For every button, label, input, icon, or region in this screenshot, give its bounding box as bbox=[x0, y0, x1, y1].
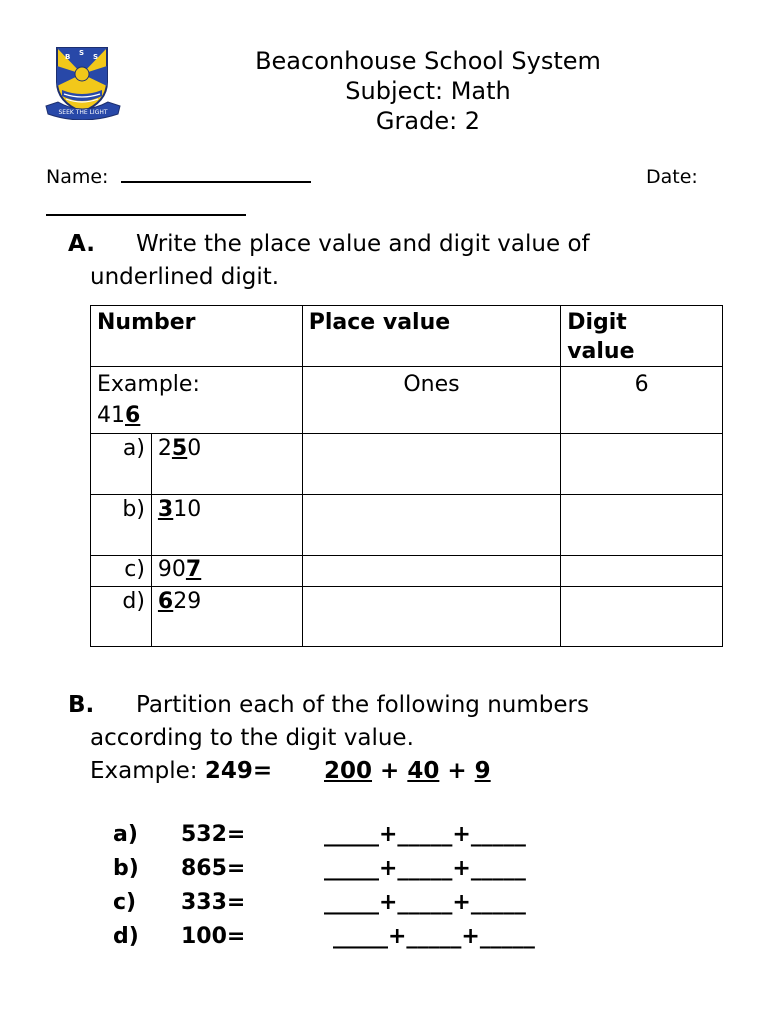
list-item bbox=[113, 920, 613, 954]
table-row bbox=[91, 587, 723, 647]
header-place-value: Place value bbox=[308, 310, 451, 335]
section-b-instruction: B. Partition each of the following numbers according to the digit value. bbox=[68, 689, 728, 755]
section-b-letter: B. bbox=[68, 692, 95, 718]
answer-blank[interactable]: _____+_____+_____ bbox=[333, 924, 535, 949]
item-label: a) bbox=[113, 822, 138, 847]
place-value-answer-cell[interactable] bbox=[302, 434, 560, 495]
partition-example bbox=[90, 756, 272, 786]
date-blank[interactable] bbox=[46, 214, 246, 216]
table-row bbox=[91, 495, 723, 556]
date-label: Date: bbox=[646, 166, 698, 188]
item-label: d) bbox=[113, 924, 139, 949]
table-row bbox=[91, 434, 723, 495]
grade-line: Grade: 2 bbox=[375, 107, 481, 135]
table-row bbox=[91, 556, 723, 587]
item-number: 532= bbox=[181, 822, 246, 847]
digit-value-answer-cell[interactable] bbox=[561, 556, 723, 587]
example-digit-value: 6 bbox=[634, 372, 649, 397]
example-label: Example: bbox=[97, 372, 200, 397]
logo-letter: B bbox=[65, 53, 71, 61]
item-label: c) bbox=[113, 890, 137, 915]
row-number: 629 bbox=[157, 589, 202, 614]
name-label: Name: bbox=[46, 166, 109, 188]
subject-line: Subject: Math bbox=[345, 77, 511, 105]
place-value-table bbox=[90, 305, 723, 647]
item-number: 865= bbox=[181, 856, 246, 881]
partition-list bbox=[113, 818, 613, 954]
school-crest-logo bbox=[44, 44, 122, 120]
row-number: 907 bbox=[157, 557, 202, 582]
logo-motto: SEEK THE LIGHT bbox=[58, 109, 108, 116]
digit-value-answer-cell[interactable] bbox=[561, 495, 723, 556]
logo-letter: S bbox=[93, 53, 99, 61]
item-number: 100= bbox=[181, 924, 246, 949]
item-label: b) bbox=[113, 856, 139, 881]
header-number: Number bbox=[97, 310, 196, 335]
place-value-answer-cell[interactable] bbox=[302, 556, 560, 587]
answer-blank[interactable]: _____+_____+_____ bbox=[324, 890, 526, 915]
row-number: 250 bbox=[157, 436, 202, 461]
list-item bbox=[113, 818, 613, 852]
example-tens: 40 bbox=[407, 758, 440, 784]
digit-value-answer-cell[interactable] bbox=[561, 587, 723, 647]
row-label: b) bbox=[122, 497, 145, 522]
section-a-letter: A. bbox=[68, 231, 95, 257]
example-hundreds: 200 bbox=[324, 758, 373, 784]
example-label: Example: bbox=[90, 758, 198, 784]
answer-blank[interactable]: _____+_____+_____ bbox=[324, 856, 526, 881]
name-blank[interactable] bbox=[121, 181, 311, 183]
logo-letter: S bbox=[79, 49, 85, 57]
list-item bbox=[113, 852, 613, 886]
place-value-answer-cell[interactable] bbox=[302, 587, 560, 647]
list-item bbox=[113, 886, 613, 920]
example-number: 249= bbox=[204, 758, 273, 784]
row-label: c) bbox=[124, 557, 145, 582]
section-a-instruction: A. Write the place value and digit value of underlined digit. bbox=[68, 228, 708, 294]
table-row-example bbox=[91, 367, 723, 434]
name-field[interactable] bbox=[46, 166, 311, 188]
table-header-row bbox=[91, 306, 723, 367]
example-number: 416 bbox=[97, 403, 141, 428]
header-digit-value: Digit value bbox=[567, 310, 635, 364]
place-value-answer-cell[interactable] bbox=[302, 495, 560, 556]
school-name: Beaconhouse School System bbox=[255, 47, 601, 75]
item-number: 333= bbox=[181, 890, 246, 915]
row-label: a) bbox=[122, 436, 145, 461]
answer-blank[interactable]: _____+_____+_____ bbox=[324, 822, 526, 847]
example-partition: 200 + 40 + 9 bbox=[324, 758, 491, 784]
row-number: 310 bbox=[157, 497, 202, 522]
row-label: d) bbox=[122, 589, 145, 614]
example-ones: 9 bbox=[474, 758, 491, 784]
example-place-value: Ones bbox=[403, 372, 460, 397]
digit-value-answer-cell[interactable] bbox=[561, 434, 723, 495]
